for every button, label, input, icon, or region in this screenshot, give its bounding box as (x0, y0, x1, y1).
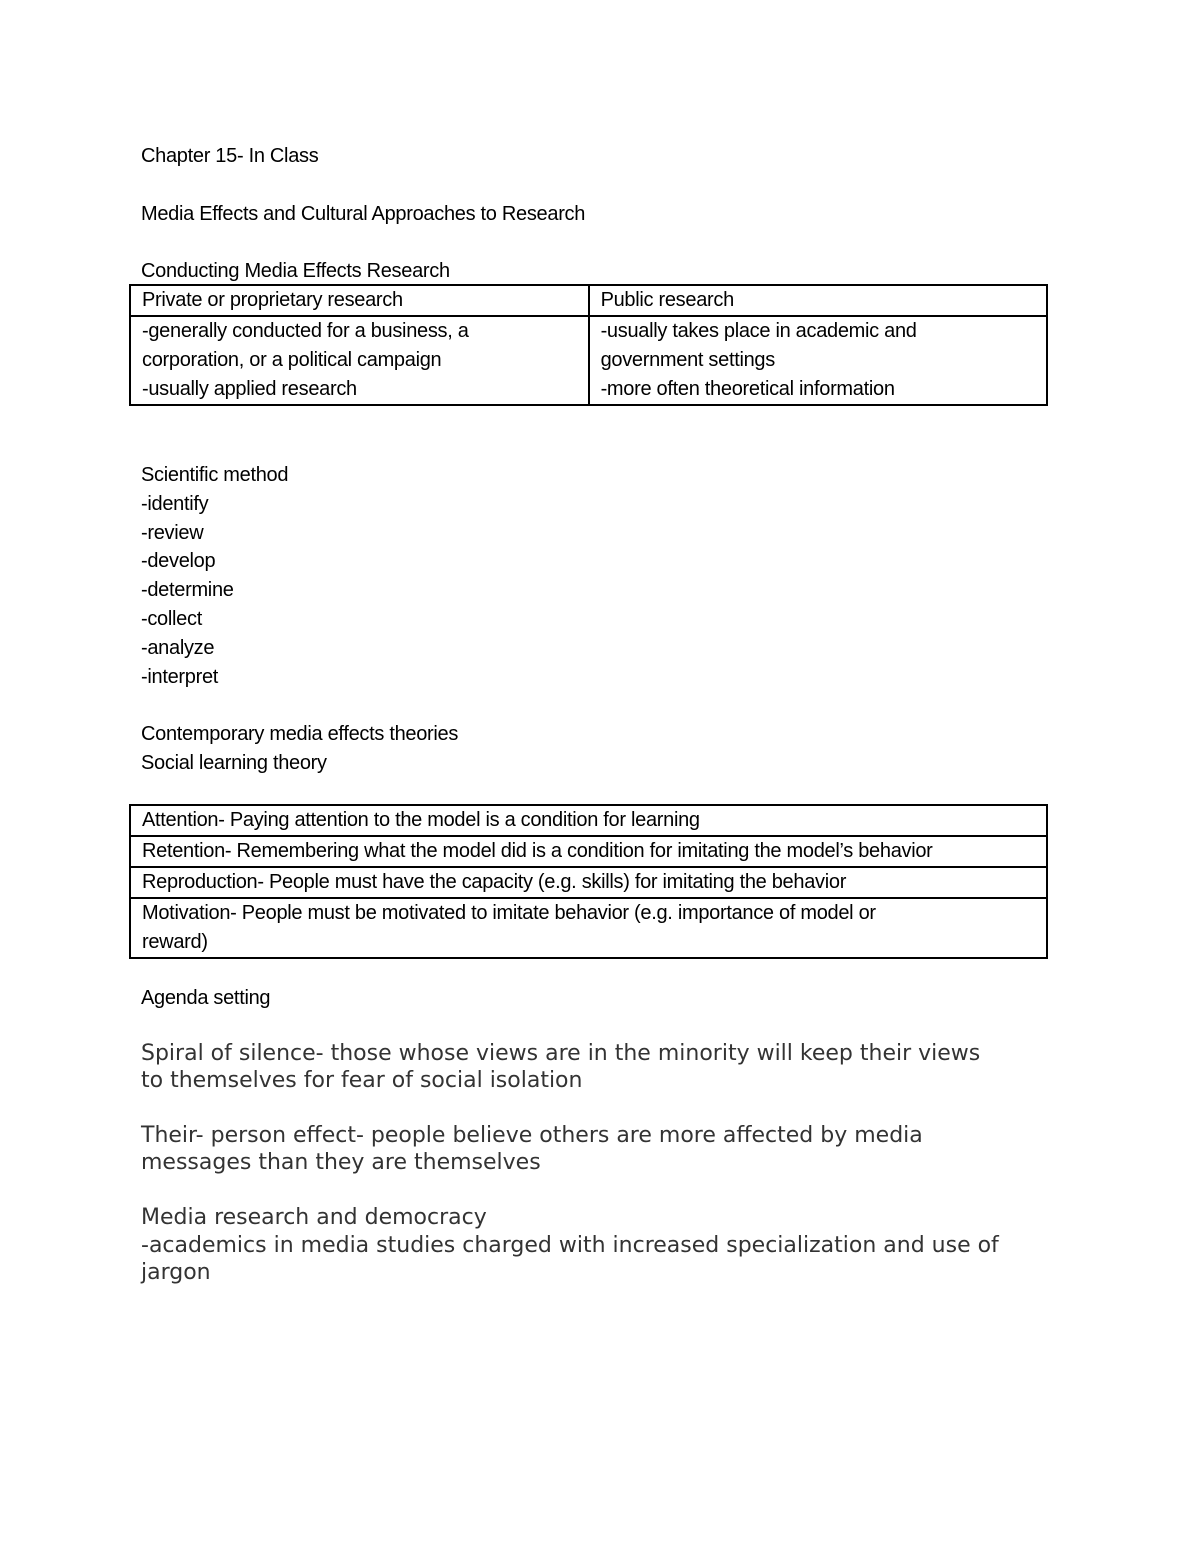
chapter-title: Chapter 15- In Class (141, 145, 319, 167)
table-row (130, 898, 1047, 958)
text-line: corporation, or a political campaign (142, 349, 442, 371)
list-item: -determine (141, 579, 234, 601)
scientific-method-heading: Scientific method (141, 464, 289, 486)
agenda-setting-heading: Agenda setting (141, 987, 271, 1009)
text-line: -usually applied research (142, 378, 357, 400)
third-person-line-1: Their- person effect- people believe others are more affected by media (141, 1123, 923, 1148)
cell-public (589, 316, 1047, 405)
spiral-line-2: to themselves for fear of social isolation (141, 1068, 583, 1093)
table-row (130, 867, 1047, 898)
social-learning-table (129, 804, 1048, 959)
spiral-line-1: Spiral of silence- those whose views are in the minority will keep their views (141, 1041, 981, 1066)
democracy-line-1: -academics in media studies charged with increased specialization and use of (141, 1233, 999, 1258)
text-line: -generally conducted for a business, a (142, 320, 469, 342)
table-row (130, 805, 1047, 836)
list-item: -review (141, 522, 204, 544)
header-public: Public research (589, 285, 1047, 316)
text-line: -usually takes place in academic and (600, 320, 917, 342)
table-row (130, 316, 1047, 405)
list-item: -identify (141, 493, 209, 515)
section-heading-conducting: Conducting Media Effects Research (141, 260, 450, 282)
research-comparison-table (129, 284, 1048, 406)
table-header-row (130, 285, 1047, 316)
third-person-line-2: messages than they are themselves (141, 1150, 541, 1175)
table-cell: Reproduction- People must have the capacity (e.g. skills) for imitating the behavior (130, 867, 1047, 898)
text-line: reward) (142, 931, 208, 953)
social-learning-heading: Social learning theory (141, 752, 327, 774)
text-line: government settings (600, 349, 775, 371)
list-item: -analyze (141, 637, 215, 659)
democracy-line-2: jargon (141, 1260, 211, 1285)
text-line: -more often theoretical information (600, 378, 895, 400)
header-private: Private or proprietary research (130, 285, 589, 316)
table-cell: Retention- Remembering what the model did is a condition for imitating the model’s behavior (130, 836, 1047, 867)
cell-private (130, 316, 589, 405)
text-line: Motivation- People must be motivated to imitate behavior (e.g. importance of model or (142, 902, 876, 924)
contemporary-heading: Contemporary media effects theories (141, 723, 459, 745)
list-item: -develop (141, 550, 216, 572)
table-row (130, 836, 1047, 867)
list-item: -collect (141, 608, 202, 630)
democracy-heading: Media research and democracy (141, 1205, 487, 1230)
table-cell (130, 898, 1047, 958)
list-item: -interpret (141, 666, 219, 688)
document-subtitle: Media Effects and Cultural Approaches to Research (141, 203, 586, 225)
table-cell: Attention- Paying attention to the model is a condition for learning (130, 805, 1047, 836)
